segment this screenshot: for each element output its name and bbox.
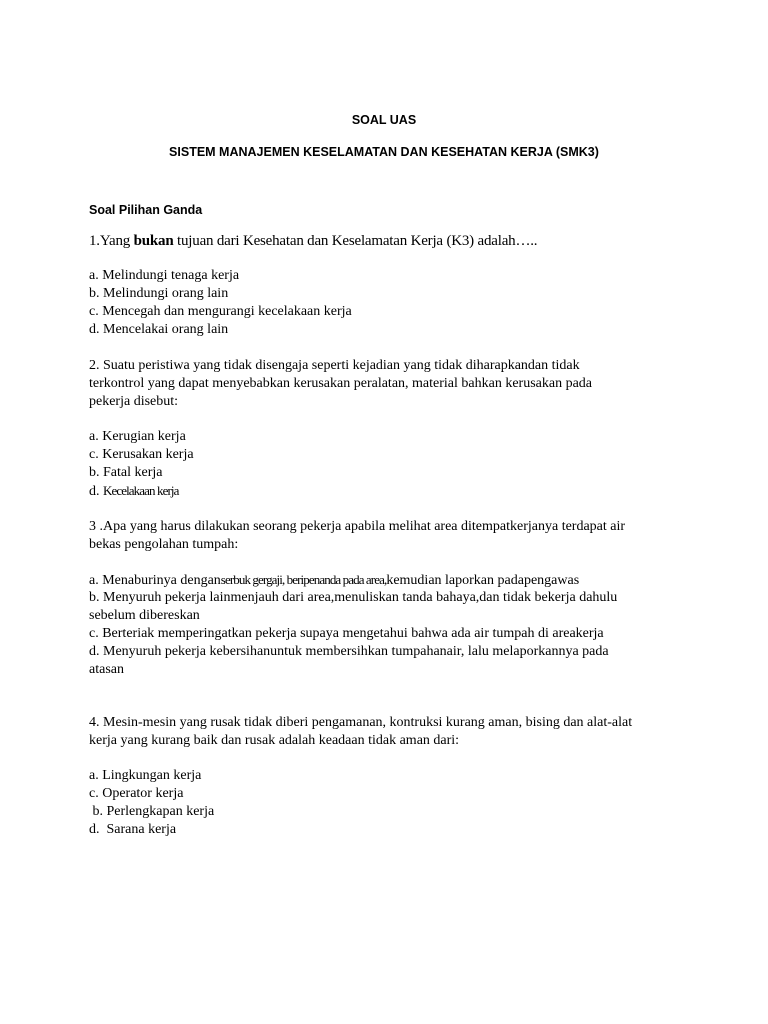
option-3d-line-1: d. Menyuruh pekerja kebersihanuntuk membersihkan tumpahanair, lalu melaporkannya pada <box>89 644 609 659</box>
option-3c: c. Berteriak memperingatkan pekerja supaya mengetahui bahwa ada air tumpah di areakerja <box>89 626 604 641</box>
option-2a: a. Kerugian kerja <box>89 429 186 444</box>
option-1c: c. Mencegah dan mengurangi kecelakaan kerja <box>89 304 352 319</box>
option-text: a. Menaburinya dengan <box>89 573 221 588</box>
question-1 <box>89 233 537 250</box>
document-subtitle: SISTEM MANAJEMEN KESELAMATAN DAN KESEHATAN KERJA (SMK3) <box>169 145 599 159</box>
question-text: tujuan dari Kesehatan dan Keselamatan Kerja (K3) adalah….. <box>173 233 538 249</box>
option-letter: d. <box>89 484 103 499</box>
option-1b: b. Melindungi orang lain <box>89 286 229 301</box>
option-1a: a. Melindungi tenaga kerja <box>89 268 240 283</box>
option-2b: b. Fatal kerja <box>89 465 163 480</box>
question-2-line-1: 2. Suatu peristiwa yang tidak disengaja seperti kejadian yang tidak diharapkandan tidak <box>89 358 580 373</box>
document-title: SOAL UAS <box>351 113 417 127</box>
option-1d: d. Mencelakai orang lain <box>89 322 229 337</box>
question-3-line-2: bekas pengolahan tumpah: <box>89 537 239 552</box>
option-2d <box>89 482 178 500</box>
option-2c: c. Kerusakan kerja <box>89 447 194 462</box>
question-number: 1. <box>89 233 100 249</box>
option-text: kemudian laporkan padapengawas <box>386 573 580 588</box>
option-3d-line-2: atasan <box>89 662 124 677</box>
option-3b-line-2: sebelum dibereskan <box>89 608 200 623</box>
question-3-line-1: 3 .Apa yang harus dilakukan seorang pekerja apabila melihat area ditempatkerjanya terdapat air <box>89 519 626 534</box>
question-emphasis: bukan <box>133 233 174 249</box>
option-4b: b. Perlengkapan kerja <box>89 804 215 819</box>
question-text: Yang <box>99 233 134 249</box>
question-4-line-1: 4. Mesin-mesin yang rusak tidak diberi pengamanan, kontruksi kurang aman, bising dan alat-alat <box>89 715 633 730</box>
question-4-line-2: kerja yang kurang baik dan rusak adalah keadaan tidak aman dari: <box>89 733 460 748</box>
option-3a <box>89 571 579 589</box>
question-2-line-2: terkontrol yang dapat menyebabkan kerusakan peralatan, material bahkan kerusakan pada <box>89 376 593 391</box>
option-4d: d. Sarana kerja <box>89 822 177 837</box>
question-2-line-3: pekerja disebut: <box>89 394 179 409</box>
option-4c: c. Operator kerja <box>89 786 184 801</box>
option-text: Kecelakaan kerja <box>103 483 179 498</box>
option-3b-line-1: b. Menyuruh pekerja lainmenjauh dari area,menuliskan tanda bahaya,dan tidak bekerja dahulu <box>89 590 618 605</box>
option-text: serbuk gergaji, beripenanda pada area, <box>220 572 387 587</box>
section-title: Soal Pilihan Ganda <box>89 203 203 217</box>
option-4a: a. Lingkungan kerja <box>89 768 202 783</box>
